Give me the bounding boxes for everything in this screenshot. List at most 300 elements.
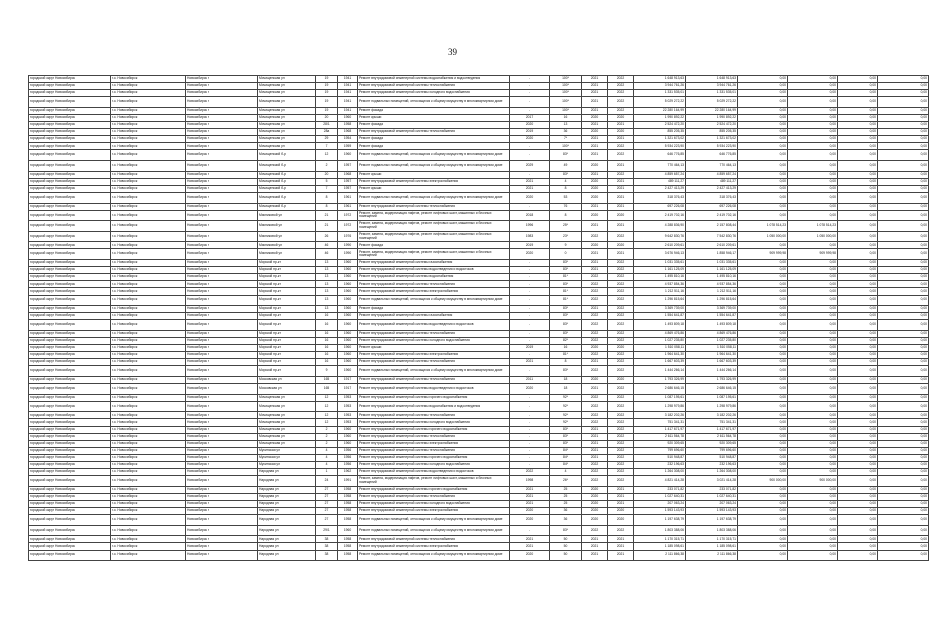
cell-house-number: 19	[316, 90, 338, 97]
cell-last-repair-year: -	[510, 203, 550, 210]
cell-start-year: 2022	[582, 401, 608, 412]
cell-settlement: г.о. Новосибирск	[111, 536, 186, 543]
cell-other-funds: 0,00	[838, 412, 878, 419]
cell-street: Мочищенская ул	[258, 426, 316, 433]
cell-other-funds: 0,00	[838, 469, 878, 476]
cell-city: Новосибирск г	[186, 267, 258, 274]
cell-other-funds: 0,00	[838, 320, 878, 331]
cell-other-funds: 0,00	[838, 274, 878, 281]
cell-street: Морской пр-кт	[258, 366, 316, 377]
cell-settlement: г.о. Новосибирск	[111, 129, 186, 136]
cell-other-funds: 0,00	[838, 384, 878, 395]
cell-wear-percent: 25	[550, 500, 582, 507]
cell-district: городской округ Новосибирск	[29, 366, 111, 377]
cell-other-funds: 0,00	[838, 150, 878, 161]
cell-work-type: Ремонт подвальных помещений, относящихся к общему имуществу в многоквартирном доме	[358, 550, 510, 561]
cell-district: городской округ Новосибирск	[29, 384, 111, 395]
cell-wear-percent: 83*	[550, 306, 582, 313]
cell-municipal-funds: 0,00	[788, 536, 838, 543]
cell-municipal-funds: 0,00	[788, 114, 838, 121]
table-row	[29, 178, 929, 185]
cell-regional-funds: 0,00	[738, 536, 788, 543]
table-row	[29, 515, 929, 526]
cell-total-cost: 5 934 223,90	[634, 143, 686, 150]
cell-end-year: 2022	[608, 90, 634, 97]
cell-street: Народная ул	[258, 486, 316, 493]
cell-settlement: г.о. Новосибирск	[111, 221, 186, 232]
cell-owner-funds: 1 197 638,79	[686, 515, 738, 526]
cell-wear-percent: 25	[550, 486, 582, 493]
cell-build-year: 1960	[338, 440, 358, 447]
cell-regional-funds: 0,00	[738, 412, 788, 419]
cell-district: городской округ Новосибирск	[29, 231, 111, 242]
table-row	[29, 536, 929, 543]
cell-last-repair-year: 2021	[510, 178, 550, 185]
cell-regional-funds: 0,00	[738, 462, 788, 469]
cell-regional-funds: 0,00	[738, 97, 788, 108]
cell-extra: 0,00	[878, 274, 929, 281]
cell-end-year: 2022	[608, 338, 634, 345]
cell-owner-funds: 232 196,63	[686, 462, 738, 469]
cell-regional-funds: 0,00	[738, 500, 788, 507]
cell-end-year: 2020	[608, 242, 634, 249]
cell-extra: 0,00	[878, 281, 929, 288]
table-row	[29, 426, 929, 433]
cell-total-cost: 1 593 143,93	[634, 508, 686, 515]
cell-start-year: 2020	[582, 508, 608, 515]
cell-last-repair-year: -	[510, 150, 550, 161]
cell-district: городской округ Новосибирск	[29, 543, 111, 550]
cell-municipal-funds: 0,00	[788, 306, 838, 313]
table-row	[29, 203, 929, 210]
cell-house-number: 19	[316, 83, 338, 90]
cell-street: Народная ул	[258, 500, 316, 507]
cell-wear-percent: 50	[550, 550, 582, 561]
cell-extra: 0,00	[878, 97, 929, 108]
cell-start-year: 2020	[582, 486, 608, 493]
cell-owner-funds: 2 610 209,61	[686, 242, 738, 249]
cell-city: Новосибирск г	[186, 426, 258, 433]
cell-regional-funds: 0,00	[738, 440, 788, 447]
cell-extra: 0,00	[878, 122, 929, 129]
cell-municipal-funds: 0,00	[788, 143, 838, 150]
cell-end-year: 2020	[608, 345, 634, 352]
cell-total-cost: 1 554 641,87	[634, 313, 686, 320]
cell-extra: 0,00	[878, 500, 929, 507]
cell-start-year: 2021	[582, 447, 608, 454]
cell-last-repair-year: 2021	[510, 500, 550, 507]
cell-last-repair-year: -	[510, 447, 550, 454]
cell-work-type: Ремонт, замена, модернизация лифтов, ремонт лифтовых шахт, машинных и блочных помещений	[358, 221, 510, 232]
cell-other-funds: 0,00	[838, 161, 878, 172]
cell-settlement: г.о. Новосибирск	[111, 150, 186, 161]
cell-wear-percent: 36	[550, 129, 582, 136]
cell-end-year: 2022	[608, 352, 634, 359]
cell-wear-percent: 50	[550, 536, 582, 543]
cell-regional-funds: 0,00	[738, 281, 788, 288]
cell-start-year: 2021	[582, 203, 608, 210]
cell-start-year: 2022	[582, 394, 608, 401]
cell-settlement: г.о. Новосибирск	[111, 338, 186, 345]
cell-extra: 0,00	[878, 185, 929, 192]
cell-settlement: г.о. Новосибирск	[111, 136, 186, 143]
cell-total-cost: 1 964 641,30	[634, 352, 686, 359]
cell-district: городской округ Новосибирск	[29, 469, 111, 476]
cell-other-funds: 0,00	[838, 345, 878, 352]
cell-other-funds: 0,00	[838, 338, 878, 345]
cell-district: городской округ Новосибирск	[29, 281, 111, 288]
cell-extra: 0,00	[878, 366, 929, 377]
cell-other-funds: 0,00	[838, 178, 878, 185]
cell-settlement: г.о. Новосибирск	[111, 320, 186, 331]
cell-work-type: Ремонт внутридомовой инженерной системы водоснабжения	[358, 274, 510, 281]
table-row	[29, 107, 929, 114]
cell-total-cost: 855 205,35	[634, 129, 686, 136]
cell-house-number: 38	[316, 536, 338, 543]
cell-house-number: 16	[316, 352, 338, 359]
table-row	[29, 508, 929, 515]
cell-regional-funds: 0,00	[738, 295, 788, 306]
cell-end-year: 2021	[608, 192, 634, 203]
cell-other-funds: 0,00	[838, 203, 878, 210]
cell-start-year: 2021	[582, 550, 608, 561]
cell-regional-funds: 0,00	[738, 185, 788, 192]
cell-street: Мочищенский б-р	[258, 150, 316, 161]
cell-extra: 0,00	[878, 486, 929, 493]
cell-extra: 0,00	[878, 401, 929, 412]
cell-total-cost: 510 948,87	[634, 454, 686, 461]
cell-last-repair-year: -	[510, 366, 550, 377]
cell-other-funds: 0,00	[838, 107, 878, 114]
cell-house-number: 13	[316, 295, 338, 306]
cell-last-repair-year: -	[510, 440, 550, 447]
cell-owner-funds: 1 212 511,16	[686, 288, 738, 295]
cell-owner-funds: 1 161 125,09	[686, 267, 738, 274]
cell-work-type: Ремонт фасада	[358, 122, 510, 129]
cell-work-type: Ремонт внутридомовой инженерной системы горячего водоснабжения	[358, 454, 510, 461]
cell-work-type: Ремонт, замена, модернизация лифтов, ремонт лифтовых шахт, машинных и блочных помещений	[358, 476, 510, 487]
cell-last-repair-year: 2019	[510, 129, 550, 136]
cell-house-number: 20	[316, 171, 338, 178]
cell-municipal-funds: 0,00	[788, 281, 838, 288]
cell-street: Морской пр-кт	[258, 274, 316, 281]
cell-city: Новосибирск г	[186, 129, 258, 136]
cell-work-type: Ремонт подвальных помещений, относящихся к общему имуществу в многоквартирном доме	[358, 525, 510, 536]
cell-district: городской округ Новосибирск	[29, 394, 111, 401]
cell-owner-funds: 1 495 810,16	[686, 274, 738, 281]
cell-last-repair-year: 2017	[510, 114, 550, 121]
cell-owner-funds: 318 376,43	[686, 192, 738, 203]
cell-start-year: 2022	[582, 462, 608, 469]
cell-owner-funds: 5 029 272,22	[686, 97, 738, 108]
cell-wear-percent: 83*	[550, 171, 582, 178]
cell-owner-funds: 1 510 058,11	[686, 345, 738, 352]
cell-work-type: Ремонт подвальных помещений, относящихся к общему имуществу в многоквартирном доме	[358, 366, 510, 377]
cell-wear-percent: 25	[550, 493, 582, 500]
cell-total-cost: 2 524 472,20	[634, 122, 686, 129]
cell-regional-funds: 0,00	[738, 550, 788, 561]
cell-work-type: Ремонт внутридомовой инженерной системы водоснабжения и водоотведения	[358, 401, 510, 412]
cell-work-type: Ремонт внутридомовой инженерной системы водоснабжения и водоотведения	[358, 76, 510, 83]
cell-owner-funds: 2 524 472,20	[686, 122, 738, 129]
cell-build-year: 1960	[338, 150, 358, 161]
table-row	[29, 114, 929, 121]
cell-wear-percent: 100*	[550, 76, 582, 83]
cell-street: Мочищенская ул	[258, 419, 316, 426]
cell-other-funds: 0,00	[838, 359, 878, 366]
cell-start-year: 2021	[582, 136, 608, 143]
cell-wear-percent: 81*	[550, 352, 582, 359]
cell-owner-funds: 1 554 641,87	[686, 313, 738, 320]
table-row	[29, 288, 929, 295]
cell-wear-percent: 84*	[550, 447, 582, 454]
cell-municipal-funds: 0,00	[788, 508, 838, 515]
cell-build-year: 1960	[338, 267, 358, 274]
cell-last-repair-year: 2011	[510, 376, 550, 383]
cell-build-year: 1960	[338, 295, 358, 306]
cell-start-year: 2022	[582, 320, 608, 331]
cell-municipal-funds: 0,00	[788, 320, 838, 331]
cell-build-year: 1941	[338, 97, 358, 108]
cell-start-year: 2021	[582, 454, 608, 461]
cell-wear-percent: 8	[550, 210, 582, 221]
cell-last-repair-year: 1983	[510, 231, 550, 242]
cell-district: городской округ Новосибирск	[29, 143, 111, 150]
cell-wear-percent: 53	[550, 192, 582, 203]
cell-start-year: 2022	[582, 366, 608, 377]
cell-other-funds: 0,00	[838, 210, 878, 221]
cell-settlement: г.о. Новосибирск	[111, 171, 186, 178]
cell-extra: 0,00	[878, 260, 929, 267]
cell-extra: 0,00	[878, 114, 929, 121]
cell-city: Новосибирск г	[186, 419, 258, 426]
cell-regional-funds: 0,00	[738, 306, 788, 313]
cell-end-year: 2020	[608, 129, 634, 136]
cell-start-year: 2021	[582, 536, 608, 543]
cell-build-year: 1960	[338, 525, 358, 536]
cell-municipal-funds: 0,00	[788, 330, 838, 337]
cell-extra: 0,00	[878, 394, 929, 401]
cell-start-year: 2022	[582, 281, 608, 288]
cell-extra: 0,00	[878, 352, 929, 359]
cell-end-year: 2021	[608, 185, 634, 192]
cell-regional-funds: 0,00	[738, 469, 788, 476]
cell-last-repair-year: 2018	[510, 210, 550, 221]
cell-street: Мясниковой ул	[258, 242, 316, 249]
cell-city: Новосибирск г	[186, 90, 258, 97]
cell-regional-funds: 0,00	[738, 426, 788, 433]
cell-street: Морской пр-кт	[258, 352, 316, 359]
cell-district: городской округ Новосибирск	[29, 161, 111, 172]
cell-build-year: 1953	[338, 412, 358, 419]
cell-other-funds: 0,00	[838, 260, 878, 267]
cell-settlement: г.о. Новосибирск	[111, 359, 186, 366]
cell-total-cost: 22 280 164,99	[634, 107, 686, 114]
cell-regional-funds: 0,00	[738, 330, 788, 337]
cell-build-year: 1960	[338, 345, 358, 352]
cell-house-number: 28/1	[316, 122, 338, 129]
cell-owner-funds: 3 369 739,00	[686, 306, 738, 313]
cell-build-year: 1958	[338, 122, 358, 129]
cell-last-repair-year: -	[510, 267, 550, 274]
cell-street: Народная ул	[258, 515, 316, 526]
cell-build-year: 1953	[338, 419, 358, 426]
cell-city: Новосибирск г	[186, 242, 258, 249]
cell-city: Новосибирск г	[186, 231, 258, 242]
cell-total-cost: 770 464,13	[634, 161, 686, 172]
cell-extra: 0,00	[878, 543, 929, 550]
cell-start-year: 2020	[582, 178, 608, 185]
cell-start-year: 2021	[582, 359, 608, 366]
cell-total-cost: 2 611 564,78	[634, 433, 686, 440]
cell-total-cost: 2 610 209,61	[634, 242, 686, 249]
cell-start-year: 2020	[582, 345, 608, 352]
cell-work-type: Ремонт подвальных помещений, относящихся к общему имуществу в многоквартирном доме	[358, 192, 510, 203]
cell-last-repair-year: 2020	[510, 384, 550, 395]
cell-last-repair-year: -	[510, 525, 550, 536]
cell-work-type: Ремонт фасада	[358, 136, 510, 143]
cell-last-repair-year: -	[510, 412, 550, 419]
table-row	[29, 281, 929, 288]
cell-other-funds: 0,00	[838, 122, 878, 129]
cell-end-year: 2020	[608, 508, 634, 515]
cell-regional-funds: 0,00	[738, 114, 788, 121]
cell-street: Народная ул	[258, 476, 316, 487]
cell-end-year: 2022	[608, 76, 634, 83]
cell-last-repair-year: -	[510, 352, 550, 359]
cell-work-type: Ремонт внутридомовой инженерной системы электроснабжения	[358, 440, 510, 447]
cell-settlement: г.о. Новосибирск	[111, 525, 186, 536]
cell-work-type: Ремонт фасада	[358, 242, 510, 249]
cell-owner-funds: 770 464,13	[686, 161, 738, 172]
cell-municipal-funds: 0,00	[788, 260, 838, 267]
cell-city: Новосибирск г	[186, 493, 258, 500]
cell-build-year: 1976	[338, 231, 358, 242]
cell-build-year: 1960	[338, 306, 358, 313]
cell-city: Новосибирск г	[186, 508, 258, 515]
cell-last-repair-year: -	[510, 394, 550, 401]
cell-municipal-funds: 0,00	[788, 447, 838, 454]
cell-city: Новосибирск г	[186, 433, 258, 440]
cell-city: Новосибирск г	[186, 107, 258, 114]
cell-total-cost: 646 776,85	[634, 150, 686, 161]
cell-owner-funds: 4 869 476,86	[686, 330, 738, 337]
cell-wear-percent: 84*	[550, 462, 582, 469]
cell-start-year: 2021	[582, 83, 608, 90]
cell-owner-funds: 2 611 564,78	[686, 433, 738, 440]
cell-last-repair-year: 2021	[510, 536, 550, 543]
cell-wear-percent: 83*	[550, 525, 582, 536]
cell-municipal-funds: 0,00	[788, 97, 838, 108]
cell-municipal-funds: 0,00	[788, 384, 838, 395]
table-row	[29, 249, 929, 260]
cell-last-repair-year: 2020	[510, 508, 550, 515]
cell-start-year: 2021	[582, 260, 608, 267]
cell-settlement: г.о. Новосибирск	[111, 242, 186, 249]
cell-regional-funds: 0,00	[738, 83, 788, 90]
cell-house-number: 16	[316, 320, 338, 331]
cell-municipal-funds: 0,00	[788, 543, 838, 550]
cell-other-funds: 0,00	[838, 508, 878, 515]
cell-total-cost: 1 161 125,09	[634, 267, 686, 274]
cell-start-year: 2021	[582, 384, 608, 395]
cell-end-year: 2021	[608, 249, 634, 260]
cell-regional-funds: 0,00	[738, 203, 788, 210]
cell-end-year: 2021	[608, 178, 634, 185]
cell-total-cost: 489 111,27	[634, 178, 686, 185]
cell-house-number: 8	[316, 192, 338, 203]
cell-street: Мусинская ул	[258, 447, 316, 454]
cell-city: Новосибирск г	[186, 122, 258, 129]
cell-work-type: Ремонт внутридомовой инженерной системы горячего водоснабжения	[358, 426, 510, 433]
cell-wear-percent: 25*	[550, 221, 582, 232]
cell-other-funds: 0,00	[838, 171, 878, 178]
cell-total-cost: 318 376,43	[634, 192, 686, 203]
page-number: 39	[448, 47, 457, 57]
cell-extra: 0,00	[878, 508, 929, 515]
cell-total-cost: 1 027 235,80	[634, 338, 686, 345]
cell-owner-funds: 1 964 641,30	[686, 352, 738, 359]
cell-house-number: 27	[316, 493, 338, 500]
cell-regional-funds: 909 999,98	[738, 249, 788, 260]
cell-other-funds: 0,00	[838, 295, 878, 306]
cell-extra: 0,00	[878, 536, 929, 543]
cell-street: Мусинская ул	[258, 462, 316, 469]
cell-other-funds: 0,00	[838, 221, 878, 232]
cell-other-funds: 0,00	[838, 288, 878, 295]
cell-regional-funds: 0,00	[738, 267, 788, 274]
cell-total-cost: 1 444 266,14	[634, 366, 686, 377]
cell-end-year: 2022	[608, 313, 634, 320]
cell-start-year: 2022	[582, 525, 608, 536]
table-row	[29, 90, 929, 97]
cell-house-number: 165	[316, 376, 338, 383]
cell-settlement: г.о. Новосибирск	[111, 352, 186, 359]
cell-city: Новосибирск г	[186, 136, 258, 143]
cell-municipal-funds: 0,00	[788, 454, 838, 461]
cell-build-year: 1957	[338, 185, 358, 192]
cell-total-cost: 697 226,08	[634, 203, 686, 210]
cell-build-year: 1958	[338, 543, 358, 550]
cell-work-type: Ремонт внутридомовой инженерной системы теплоснабжения	[358, 376, 510, 383]
cell-extra: 0,00	[878, 462, 929, 469]
cell-total-cost: 3 676 946,13	[634, 249, 686, 260]
cell-extra: 0,00	[878, 330, 929, 337]
cell-end-year: 2022	[608, 394, 634, 401]
cell-extra: 0,00	[878, 359, 929, 366]
cell-build-year: 1957	[338, 178, 358, 185]
cell-other-funds: 0,00	[838, 90, 878, 97]
cell-house-number: 16	[316, 313, 338, 320]
cell-city: Новосибирск г	[186, 384, 258, 395]
cell-build-year: 1956	[338, 462, 358, 469]
cell-owner-funds: 4 937 854,36	[686, 281, 738, 288]
cell-extra: 0,00	[878, 384, 929, 395]
cell-start-year: 2020	[582, 493, 608, 500]
cell-settlement: г.о. Новосибирск	[111, 433, 186, 440]
cell-build-year: 1990	[338, 249, 358, 260]
cell-city: Новосибирск г	[186, 476, 258, 487]
cell-wear-percent: 83*	[550, 440, 582, 447]
cell-owner-funds: 2 419 702,16	[686, 210, 738, 221]
cell-build-year: 1958	[338, 500, 358, 507]
cell-municipal-funds: 0,00	[788, 419, 838, 426]
cell-house-number: 24	[316, 476, 338, 487]
cell-build-year: 1958	[338, 486, 358, 493]
cell-district: городской округ Новосибирск	[29, 345, 111, 352]
cell-wear-percent: 100*	[550, 143, 582, 150]
cell-municipal-funds: 0,00	[788, 366, 838, 377]
